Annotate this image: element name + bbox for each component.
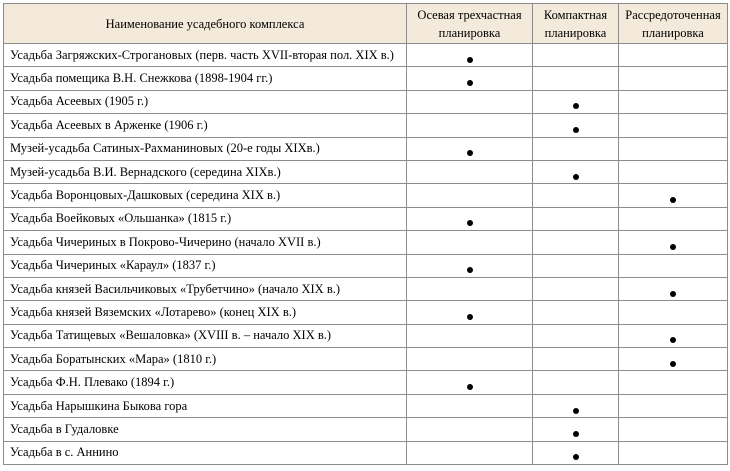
compact-layout-cell	[533, 44, 619, 67]
axial-layout-cell	[407, 231, 533, 254]
table-body	[4, 44, 728, 465]
bullet-mark-icon	[467, 57, 473, 63]
bullet-mark-icon	[670, 337, 676, 343]
dispersed-layout-cell	[619, 160, 728, 183]
dispersed-layout-cell	[619, 44, 728, 67]
compact-layout-cell	[533, 324, 619, 347]
bullet-mark-icon	[573, 454, 579, 460]
header-name	[4, 4, 407, 44]
dispersed-layout-cell	[619, 254, 728, 277]
estate-name-cell: Усадьба Татищевых «Вешаловка» (XVIII в. – начало XIX в.)	[4, 324, 407, 347]
compact-layout-cell	[533, 441, 619, 464]
header-axial-line1: Осевая трехчастная	[417, 7, 522, 22]
axial-layout-cell	[407, 277, 533, 300]
dispersed-layout-cell	[619, 184, 728, 207]
table-row	[4, 254, 728, 277]
compact-layout-cell	[533, 277, 619, 300]
estate-name-cell: Усадьба Воронцовых-Дашковых (середина XIX в.)	[4, 184, 407, 207]
bullet-mark-icon	[573, 127, 579, 133]
estate-name-cell: Усадьба князей Васильчиковых «Трубетчино» (начало XIX в.)	[4, 277, 407, 300]
compact-layout-cell	[533, 301, 619, 324]
axial-layout-cell	[407, 207, 533, 230]
bullet-mark-icon	[670, 197, 676, 203]
estate-name-cell: Усадьба Асеевых (1905 г.)	[4, 90, 407, 113]
estate-name-cell: Усадьба в с. Аннино	[4, 441, 407, 464]
dispersed-layout-cell	[619, 90, 728, 113]
estate-name-cell: Усадьба Боратынских «Мара» (1810 г.)	[4, 348, 407, 371]
header-compact-line2: планировка	[544, 25, 607, 40]
axial-layout-cell	[407, 348, 533, 371]
header-compact-line1: Компактная	[543, 7, 608, 22]
compact-layout-cell	[533, 67, 619, 90]
axial-layout-cell	[407, 441, 533, 464]
compact-layout-cell	[533, 348, 619, 371]
axial-layout-cell	[407, 371, 533, 394]
bullet-mark-icon	[670, 244, 676, 250]
table-row	[4, 160, 728, 183]
table-row	[4, 137, 728, 160]
estate-name-cell: Усадьба помещика В.Н. Снежкова (1898-1904 гг.)	[4, 67, 407, 90]
table-row	[4, 324, 728, 347]
table-row	[4, 371, 728, 394]
axial-layout-cell	[407, 184, 533, 207]
table-row	[4, 231, 728, 254]
dispersed-layout-cell	[619, 137, 728, 160]
table-row	[4, 44, 728, 67]
axial-layout-cell	[407, 44, 533, 67]
bullet-mark-icon	[467, 314, 473, 320]
table-row	[4, 207, 728, 230]
axial-layout-cell	[407, 418, 533, 441]
estate-name-cell: Усадьба Ф.Н. Плевако (1894 г.)	[4, 371, 407, 394]
header-dispersed-line2: планировка	[642, 25, 704, 40]
dispersed-layout-cell	[619, 301, 728, 324]
header-axial-layout	[407, 4, 533, 44]
table-row	[4, 441, 728, 464]
header-dispersed-line1: Рассредоточенная	[625, 7, 721, 22]
table-row	[4, 418, 728, 441]
bullet-mark-icon	[467, 220, 473, 226]
axial-layout-cell	[407, 67, 533, 90]
estate-name-cell: Музей-усадьба Сатиных-Рахманиновых (20-е годы XIXв.)	[4, 137, 407, 160]
estate-name-cell: Усадьба Нарышкина Быкова гора	[4, 394, 407, 417]
bullet-mark-icon	[573, 174, 579, 180]
bullet-mark-icon	[467, 150, 473, 156]
compact-layout-cell	[533, 418, 619, 441]
compact-layout-cell	[533, 184, 619, 207]
dispersed-layout-cell	[619, 348, 728, 371]
dispersed-layout-cell	[619, 418, 728, 441]
bullet-mark-icon	[573, 103, 579, 109]
table-row	[4, 348, 728, 371]
bullet-mark-icon	[573, 408, 579, 414]
bullet-mark-icon	[670, 291, 676, 297]
axial-layout-cell	[407, 254, 533, 277]
table-row	[4, 67, 728, 90]
axial-layout-cell	[407, 301, 533, 324]
compact-layout-cell	[533, 231, 619, 254]
compact-layout-cell	[533, 254, 619, 277]
dispersed-layout-cell	[619, 324, 728, 347]
bullet-mark-icon	[467, 384, 473, 390]
axial-layout-cell	[407, 137, 533, 160]
dispersed-layout-cell	[619, 277, 728, 300]
dispersed-layout-cell	[619, 441, 728, 464]
axial-layout-cell	[407, 394, 533, 417]
compact-layout-cell	[533, 394, 619, 417]
bullet-mark-icon	[573, 431, 579, 437]
table-row	[4, 301, 728, 324]
header-axial-line2: планировка	[438, 25, 501, 40]
estate-name-cell: Усадьба Воейковых «Ольшанка» (1815 г.)	[4, 207, 407, 230]
table-row	[4, 90, 728, 113]
table-row	[4, 277, 728, 300]
estate-name-cell: Усадьба Чичериных в Покрово-Чичерино (начало XVII в.)	[4, 231, 407, 254]
axial-layout-cell	[407, 160, 533, 183]
axial-layout-cell	[407, 90, 533, 113]
estate-name-cell: Усадьба Загряжских-Строгановых (перв. часть XVII-вторая пол. XIX в.)	[4, 44, 407, 67]
compact-layout-cell	[533, 137, 619, 160]
estate-name-cell: Усадьба в Гудаловке	[4, 418, 407, 441]
dispersed-layout-cell	[619, 371, 728, 394]
header-dispersed-layout	[619, 4, 728, 44]
table-row	[4, 114, 728, 137]
table-row	[4, 184, 728, 207]
bullet-mark-icon	[467, 80, 473, 86]
estate-name-cell: Усадьба Асеевых в Арженке (1906 г.)	[4, 114, 407, 137]
bullet-mark-icon	[467, 267, 473, 273]
estate-name-cell: Усадьба князей Вяземских «Лотарево» (конец XIX в.)	[4, 301, 407, 324]
dispersed-layout-cell	[619, 114, 728, 137]
header-row	[4, 4, 728, 44]
dispersed-layout-cell	[619, 207, 728, 230]
compact-layout-cell	[533, 160, 619, 183]
compact-layout-cell	[533, 114, 619, 137]
table-row	[4, 394, 728, 417]
header-compact-layout	[533, 4, 619, 44]
compact-layout-cell	[533, 207, 619, 230]
dispersed-layout-cell	[619, 231, 728, 254]
compact-layout-cell	[533, 371, 619, 394]
axial-layout-cell	[407, 324, 533, 347]
header-name-label: Наименование усадебного комплекса	[105, 16, 305, 31]
dispersed-layout-cell	[619, 394, 728, 417]
compact-layout-cell	[533, 90, 619, 113]
estate-name-cell: Усадьба Чичериных «Караул» (1837 г.)	[4, 254, 407, 277]
dispersed-layout-cell	[619, 67, 728, 90]
bullet-mark-icon	[670, 361, 676, 367]
estates-table	[3, 3, 728, 465]
estate-name-cell: Музей-усадьба В.И. Вернадского (середина XIXв.)	[4, 160, 407, 183]
axial-layout-cell	[407, 114, 533, 137]
